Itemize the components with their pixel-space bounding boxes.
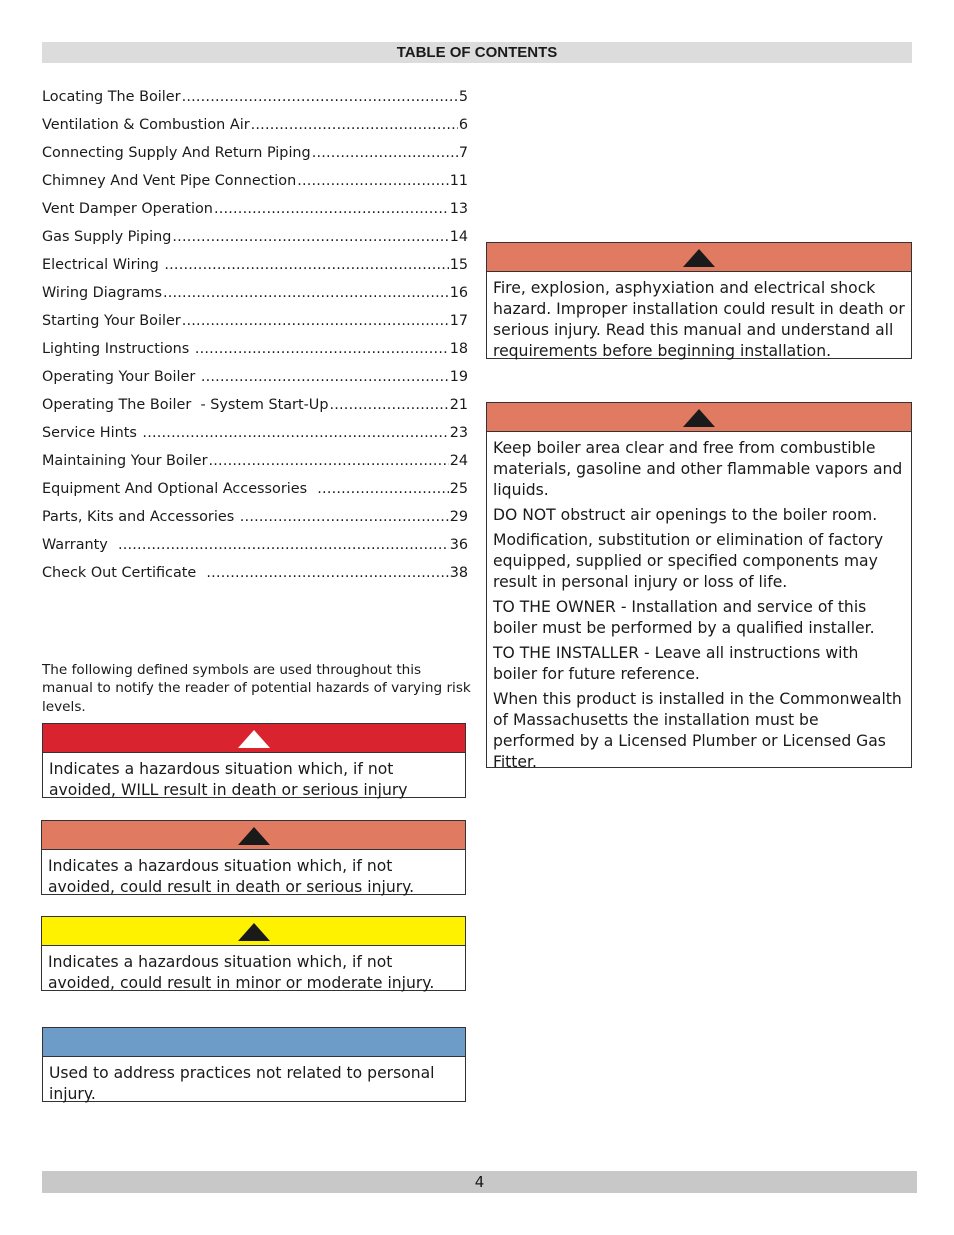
toc-entry-title: Chimney And Vent Pipe Connection (42, 173, 297, 189)
toc-entry[interactable] (42, 562, 468, 590)
danger-header (43, 724, 465, 753)
toc-entry-title: Service Hints (42, 425, 142, 441)
toc-leader (142, 422, 448, 444)
toc-entry[interactable] (42, 142, 468, 170)
safety-warning-paragraph: TO THE INSTALLER - Leave all instructions with boiler for future reference. (493, 644, 859, 683)
toc-entry-page: 17 (449, 313, 468, 329)
safety-warning-header (487, 403, 911, 432)
danger-text: Indicates a hazardous situation which, if not avoided, WILL result in death or serious injury (49, 760, 408, 799)
toc-leader (201, 366, 449, 388)
toc-entry[interactable] (42, 450, 468, 478)
warning-triangle-icon (683, 249, 715, 267)
warning-triangle-icon (683, 409, 715, 427)
caution-text: Indicates a hazardous situation which, if not avoided, could result in minor or moderate injury. (48, 953, 435, 992)
toc-entry-title: Connecting Supply And Return Piping (42, 145, 311, 161)
toc-entry-title: Maintaining Your Boiler (42, 453, 208, 469)
safety-warning-paragraph: DO NOT obstruct air openings to the boiler room. (493, 506, 878, 524)
toc-entry[interactable] (42, 86, 468, 114)
toc-entry-title: Equipment And Optional Accessories (42, 481, 317, 497)
toc-leader (195, 338, 449, 360)
toc-leader (214, 198, 449, 220)
toc-entry-title: Locating The Boiler (42, 89, 181, 105)
toc-entry-page: 24 (449, 453, 468, 469)
toc-entry-page: 36 (449, 537, 468, 553)
notice-symbol-box (42, 1027, 466, 1102)
toc-entry-title: Electrical Wiring (42, 257, 164, 273)
toc-entry-page: 21 (449, 397, 468, 413)
warning-triangle-icon (238, 827, 270, 845)
toc-entry-title: Starting Your Boiler (42, 313, 181, 329)
toc-leader (297, 170, 448, 192)
toc-entry-page: 14 (449, 229, 468, 245)
toc-entry-title: Warranty (42, 537, 117, 553)
toc-entry-page: 5 (458, 89, 468, 105)
warning-text: Indicates a hazardous situation which, if not avoided, could result in death or serious injury. (48, 857, 415, 896)
toc-entry-page: 25 (449, 481, 468, 497)
toc-entry[interactable] (42, 394, 468, 422)
toc-leader (209, 450, 449, 472)
toc-entry[interactable] (42, 534, 468, 562)
toc-entry[interactable] (42, 198, 468, 226)
warning-header (42, 821, 465, 850)
toc-entry-title: Wiring Diagrams (42, 285, 162, 301)
notice-header (43, 1028, 465, 1057)
table-of-contents (42, 86, 468, 590)
warning-triangle-icon (238, 923, 270, 941)
caution-header (42, 917, 465, 946)
toc-entry-title: Check Out Certificate (42, 565, 206, 581)
toc-entry-title: Gas Supply Piping (42, 229, 172, 245)
page-number: 4 (474, 1173, 485, 1191)
toc-entry-title: Ventilation & Combustion Air (42, 117, 250, 133)
toc-entry-page: 7 (458, 145, 468, 161)
page-footer (42, 1171, 917, 1193)
installation-warning-header (487, 243, 911, 272)
toc-leader (172, 226, 448, 248)
toc-leader (251, 114, 458, 136)
toc-entry-title: Parts, Kits and Accessories (42, 509, 239, 525)
toc-entry[interactable] (42, 226, 468, 254)
toc-entry[interactable] (42, 478, 468, 506)
toc-entry[interactable] (42, 422, 468, 450)
toc-entry[interactable] (42, 282, 468, 310)
installation-warning-text: Fire, explosion, asphyxiation and electrical shock hazard. Improper installation could result in death or serious injury. Read this manual and understand all requirements before beginning installation. (493, 279, 905, 360)
toc-leader (312, 142, 458, 164)
toc-entry-page: 6 (458, 117, 468, 133)
toc-entry[interactable] (42, 310, 468, 338)
toc-leader (240, 506, 449, 528)
toc-entry-title: Lighting Instructions (42, 341, 194, 357)
toc-entry[interactable] (42, 366, 468, 394)
page-header (42, 42, 912, 63)
safety-warning-body (487, 432, 911, 779)
toc-entry-page: 11 (449, 173, 468, 189)
notice-text: Used to address practices not related to personal injury. (49, 1064, 435, 1103)
toc-leader (163, 282, 449, 304)
toc-leader (118, 534, 449, 556)
safety-warning-box (486, 402, 912, 771)
toc-entry-title: Operating Your Boiler (42, 369, 200, 385)
header-title: TABLE OF CONTENTS (396, 44, 558, 61)
toc-entry-page: 19 (449, 369, 468, 385)
safety-warning-paragraph: Modification, substitution or elimination of factory equipped, supplied or specified components may result in personal injury or loss of life. (493, 531, 884, 591)
toc-leader (164, 254, 448, 276)
danger-symbol-box (42, 723, 466, 798)
warning-symbol-box (41, 820, 466, 895)
toc-entry-page: 18 (449, 341, 468, 357)
caution-symbol-box (41, 916, 466, 991)
toc-entry[interactable] (42, 114, 468, 142)
toc-leader (329, 394, 448, 416)
toc-leader (182, 310, 449, 332)
toc-entry-page: 15 (449, 257, 468, 273)
toc-entry-page: 38 (449, 565, 468, 581)
toc-entry-page: 29 (449, 509, 468, 525)
toc-entry-page: 13 (449, 201, 468, 217)
toc-leader (317, 478, 448, 500)
toc-leader (206, 562, 448, 584)
safety-warning-paragraph: Keep boiler area clear and free from combustible materials, gasoline and other flammable vapors and liquids. (493, 439, 903, 499)
toc-leader (182, 86, 458, 108)
toc-entry[interactable] (42, 338, 468, 366)
toc-entry-page: 16 (449, 285, 468, 301)
toc-entry[interactable] (42, 506, 468, 534)
toc-entry-page: 23 (449, 425, 468, 441)
toc-entry-title: Vent Damper Operation (42, 201, 213, 217)
toc-entry[interactable] (42, 170, 468, 198)
safety-warning-paragraph: TO THE OWNER - Installation and service of this boiler must be performed by a qualified installer. (493, 598, 875, 637)
toc-entry[interactable] (42, 254, 468, 282)
safety-warning-paragraph: When this product is installed in the Commonwealth of Massachusetts the installation must be performed by a Licensed Plumber or Licensed Gas Fitter. (493, 690, 902, 771)
warning-triangle-icon (238, 730, 270, 748)
symbols-intro: The following defined symbols are used throughout this manual to notify the reader of potential hazards of varying risk levels. (42, 661, 471, 715)
toc-entry-title: Operating The Boiler - System Start-Up (42, 397, 329, 413)
installation-warning-box (486, 242, 912, 359)
